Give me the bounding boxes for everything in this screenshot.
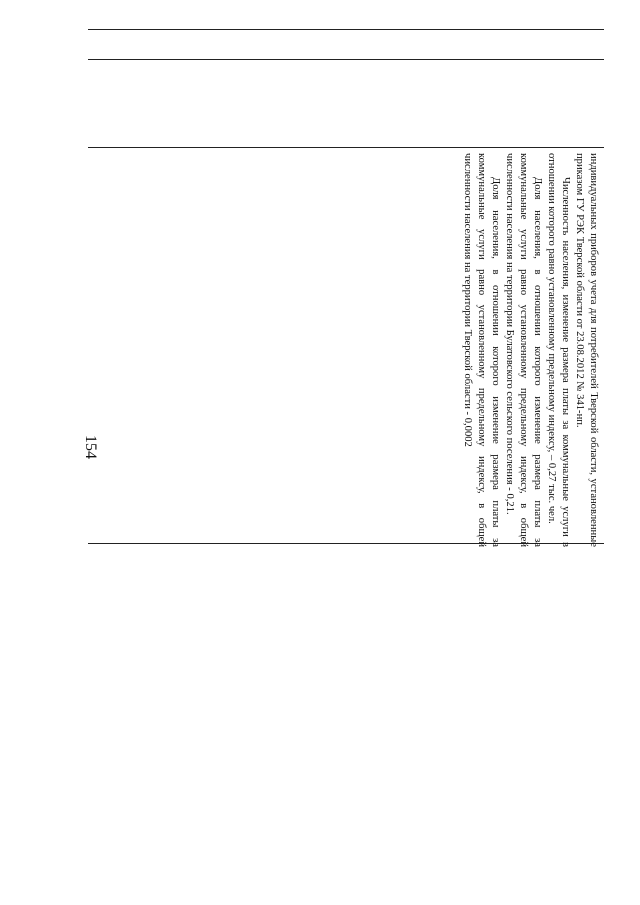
paragraph: Доля населения, в отношении которого изменение размера платы за коммунальные услуги равно установленному предельному индексу, в общей численности населения на территории Булатовского сельского поселения - 0,21. bbox=[504, 153, 544, 547]
paragraph: Доля населения, в отношении которого изменение размера платы за коммунальные услуги равно установленному предельному индексу, в общей численности населения на территории Тверской области - 0,0002 bbox=[462, 153, 502, 547]
page-number: 154 bbox=[82, 435, 99, 459]
paragraph: Численность населения, изменение размера платы за коммунальные услуги в отношении которого равно установленному предельному индексу, – 0,27 тыс. чел. bbox=[546, 153, 572, 547]
paragraph: индивидуальных приборов учета для потребителей Тверской области, установленные приказом ГУ РЭК Тверской области от 23.08.2012 № 341-нп. bbox=[574, 153, 599, 547]
